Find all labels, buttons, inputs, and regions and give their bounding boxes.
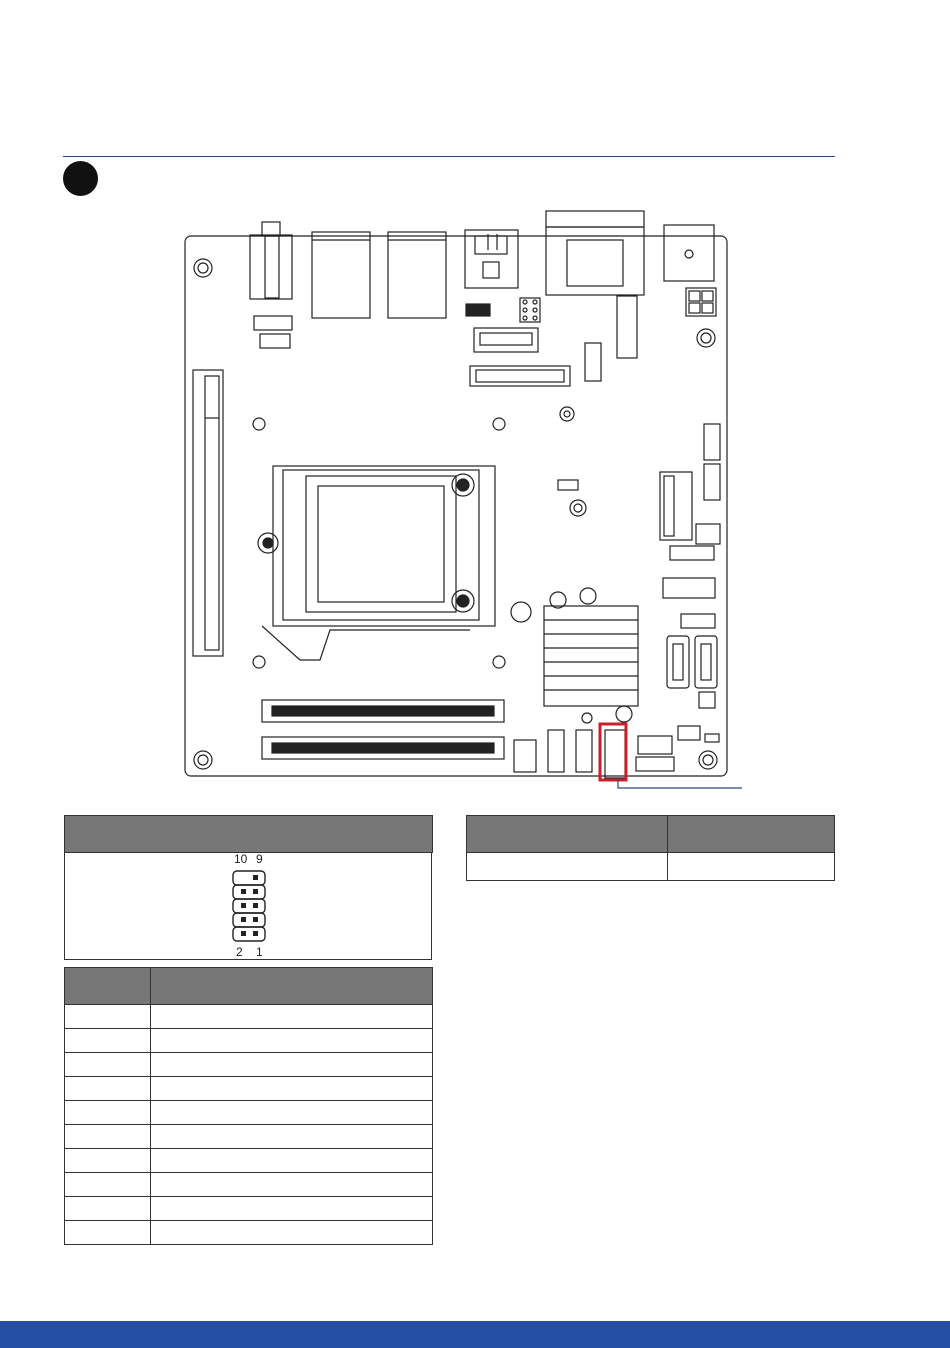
- pin-header-icon: [229, 867, 269, 947]
- pin-definition-table: [64, 967, 433, 1245]
- signal-column-header: [151, 968, 433, 1005]
- pin-column-header: [65, 968, 151, 1005]
- pin-header-diagram: [64, 852, 432, 960]
- table-row: [65, 1005, 433, 1029]
- table-row: [65, 1221, 433, 1245]
- table-row: [65, 1149, 433, 1173]
- value-column-header: [668, 816, 835, 853]
- setting-table: [466, 815, 835, 881]
- pin-table-header-row: [65, 968, 433, 1005]
- pin-header-table-header: [65, 816, 433, 853]
- table-row: [65, 1173, 433, 1197]
- footer-bar: [0, 1321, 950, 1348]
- pin-label-10: 10: [234, 852, 248, 866]
- table-row: [65, 1125, 433, 1149]
- table-row: [65, 1029, 433, 1053]
- pin-label-1: 1: [256, 945, 263, 959]
- table-row: [65, 1101, 433, 1125]
- table-row: [467, 853, 835, 881]
- table-row: [65, 1077, 433, 1101]
- table-row: [65, 1197, 433, 1221]
- pin-header-table: [64, 815, 433, 853]
- setting-table-header-row: [467, 816, 835, 853]
- pin-label-9: 9: [256, 852, 263, 866]
- table-row: [65, 1053, 433, 1077]
- setting-column-header: [467, 816, 668, 853]
- pin-label-2: 2: [236, 945, 243, 959]
- callout-line: [618, 780, 742, 788]
